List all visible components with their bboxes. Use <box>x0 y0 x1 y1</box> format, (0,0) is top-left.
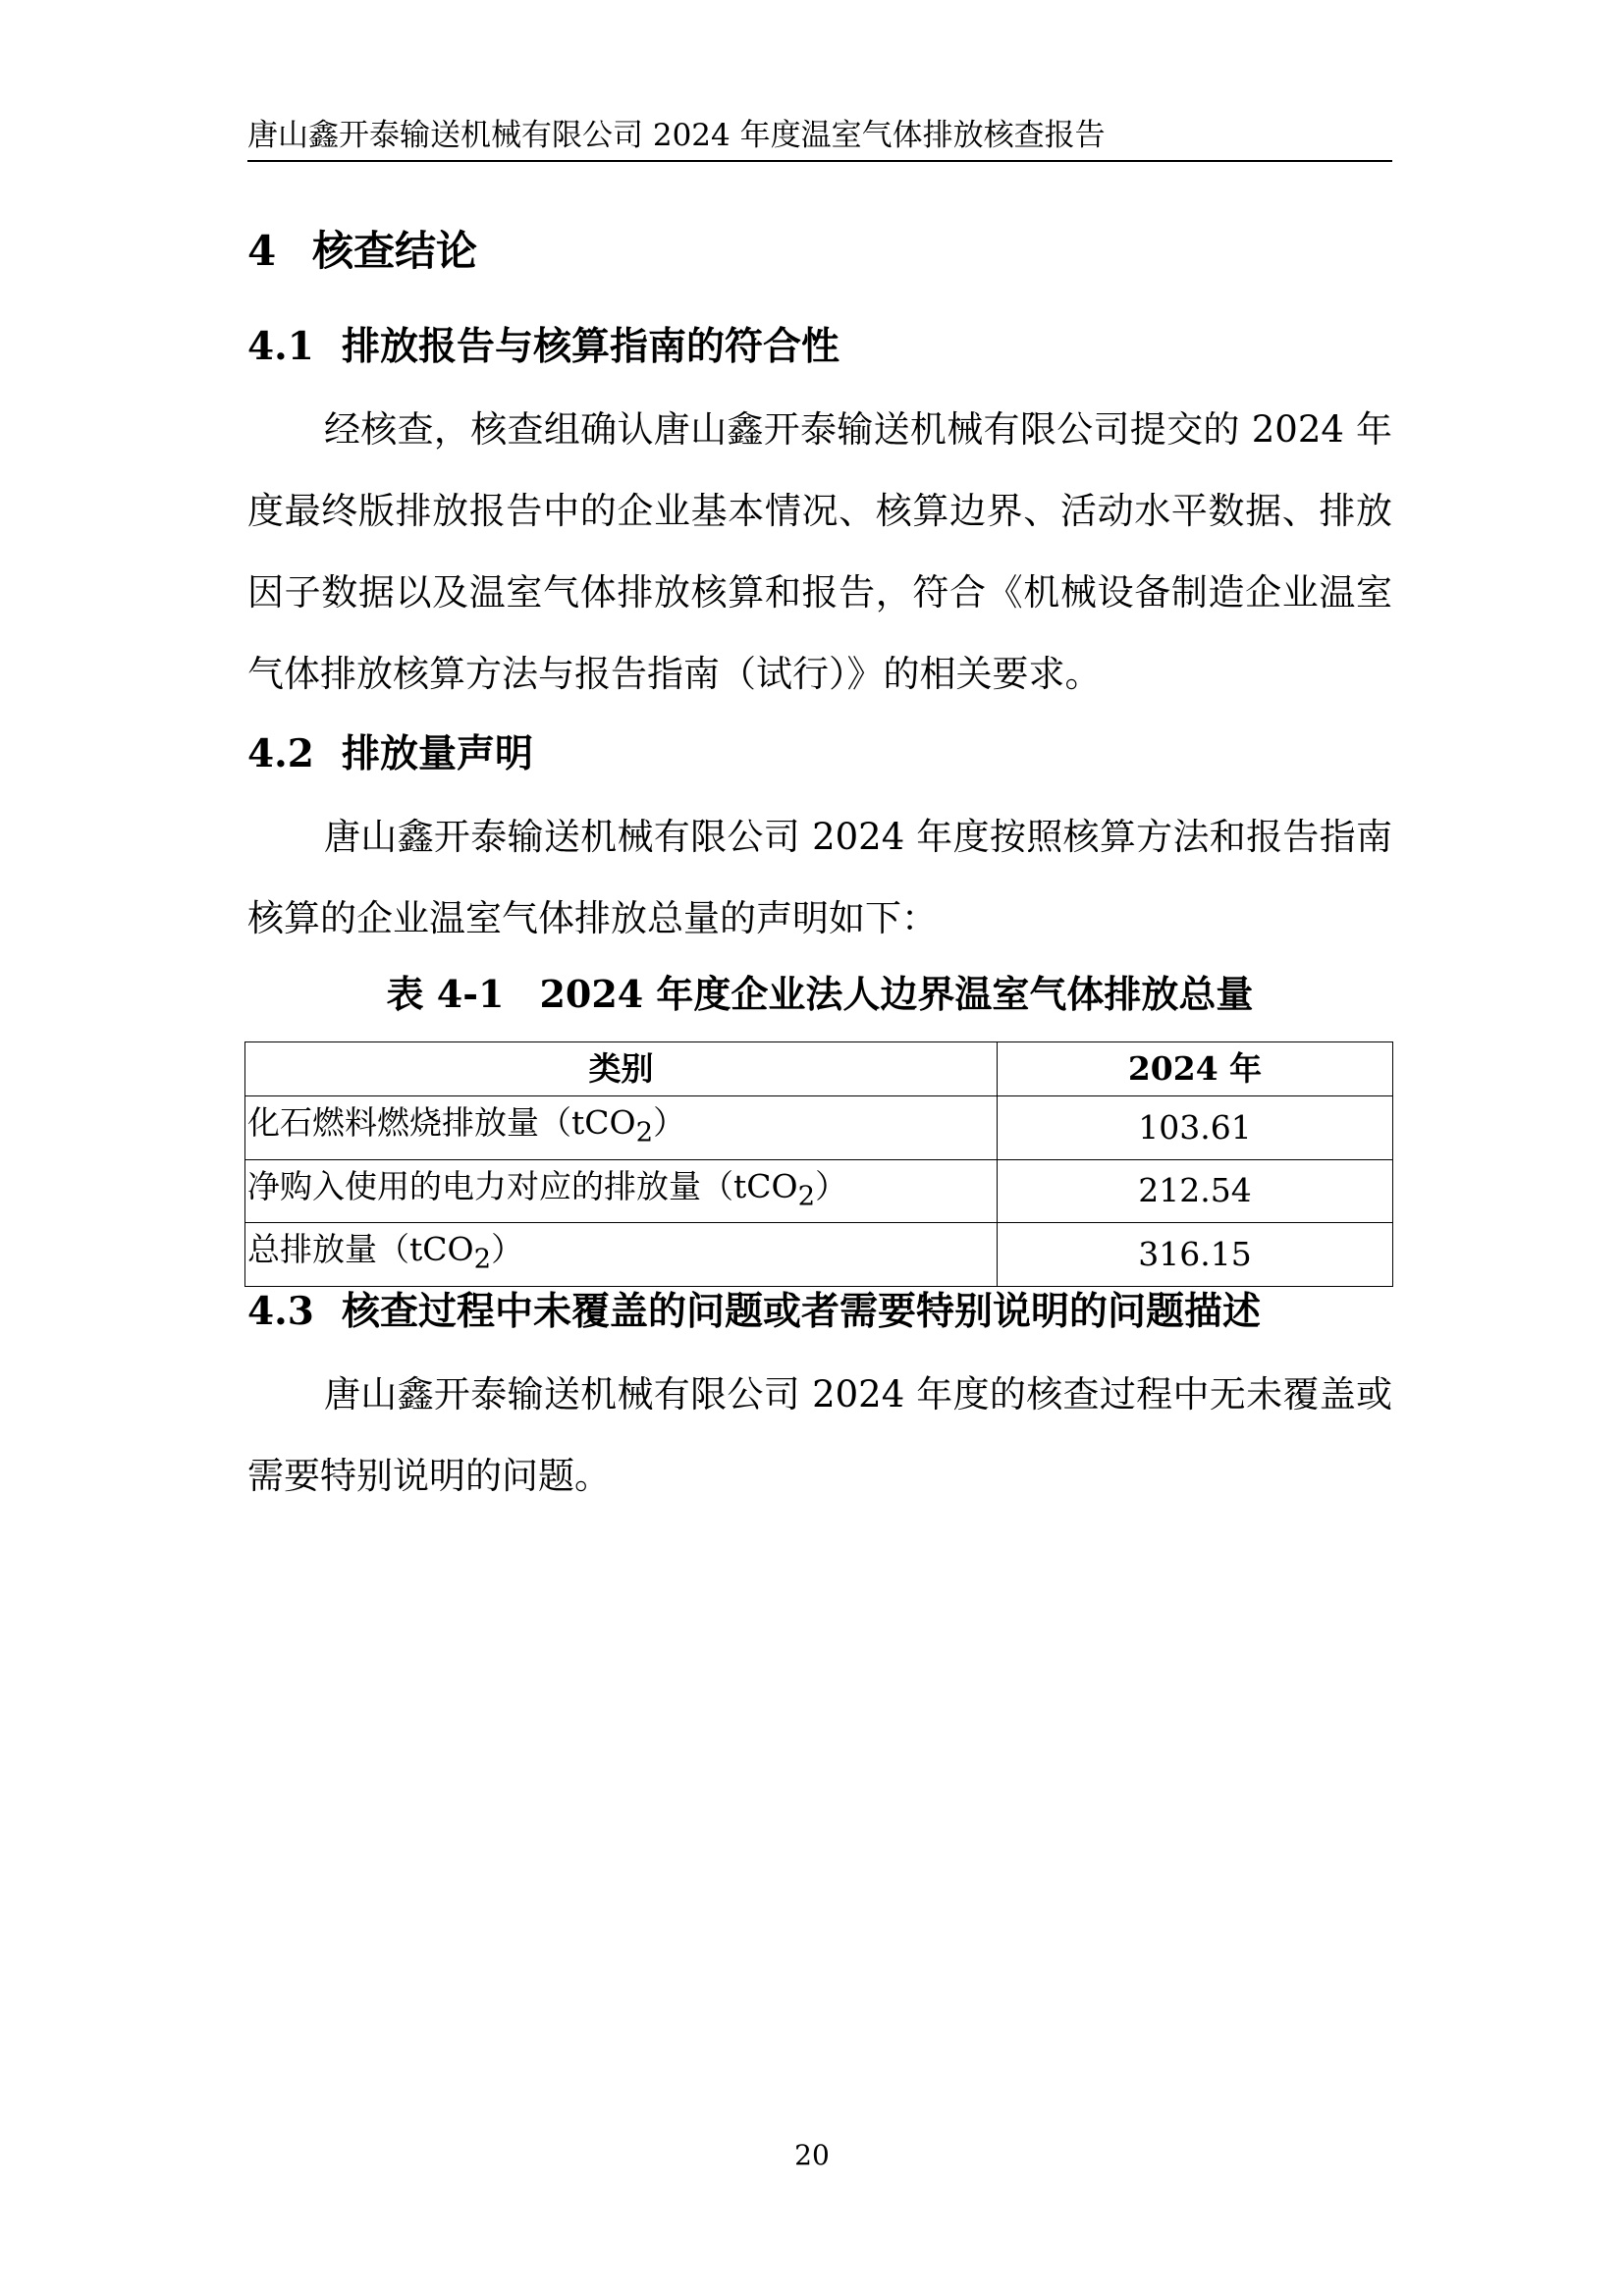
table-row <box>245 1223 1393 1287</box>
section-4-1-heading <box>247 321 839 372</box>
section-4-2-heading <box>247 728 533 779</box>
table-cell-category: 化石燃料燃烧排放量（tCO$_2$） <box>245 1096 998 1160</box>
table-cell-value: 316.15 <box>998 1223 1393 1287</box>
table-header-year: 2024 年 <box>998 1042 1393 1096</box>
table-row <box>245 1096 1393 1160</box>
page-number: 20 <box>794 2139 830 2171</box>
section-4-2-title: 排放量声明 <box>342 731 534 776</box>
running-header: 唐山鑫开泰输送机械有限公司 2024 年度温室气体排放核查报告 <box>247 118 1106 153</box>
section-4-2-number: 4.2 <box>247 731 314 776</box>
table-caption-title: 2024 年度企业法人边界温室气体排放总量 <box>539 972 1254 1016</box>
section-4-heading <box>247 224 477 279</box>
section-4-3-number: 4.3 <box>247 1289 314 1334</box>
table-caption-number: 表 4-1 <box>386 972 505 1016</box>
section-4-3-paragraph: 唐山鑫开泰输送机械有限公司 2024 年度的核查过程中无未覆盖或需要特别说明的问题。 <box>247 1373 1392 1497</box>
table-cell-category: 净购入使用的电力对应的排放量（tCO$_2$） <box>245 1159 998 1223</box>
section-4-2-paragraph: 唐山鑫开泰输送机械有限公司 2024 年度按照核算方法和报告指南核算的企业温室气体排放总量的声明如下： <box>247 816 1392 939</box>
table-row <box>245 1159 1393 1223</box>
section-4-1-title: 排放报告与核算指南的符合性 <box>342 324 840 369</box>
section-4-1-number: 4.1 <box>247 324 314 369</box>
section-4-3-title: 核查过程中未覆盖的问题或者需要特别说明的问题描述 <box>342 1289 1262 1334</box>
section-4-title: 核查结论 <box>312 227 478 275</box>
section-4-1-paragraph: 经核查，核查组确认唐山鑫开泰输送机械有限公司提交的 2024 年度最终版排放报告中的企业基本情况、核算边界、活动水平数据、排放因子数据以及温室气体排放核算和报告，符合《机械设备制造企业温室气体排放核算方法与报告指南（试行）》的相关要求。 <box>247 408 1392 695</box>
table-cell-category: 总排放量（tCO$_2$） <box>245 1223 998 1287</box>
emissions-table <box>244 1041 1393 1287</box>
section-4-number: 4 <box>247 227 277 275</box>
table-caption <box>247 970 1392 1019</box>
table-header-category: 类别 <box>245 1042 998 1096</box>
section-4-3-heading <box>247 1286 1261 1337</box>
table-header-row <box>245 1042 1393 1096</box>
table-cell-value: 103.61 <box>998 1096 1393 1160</box>
table-cell-value: 212.54 <box>998 1159 1393 1223</box>
header-rule <box>247 160 1392 162</box>
